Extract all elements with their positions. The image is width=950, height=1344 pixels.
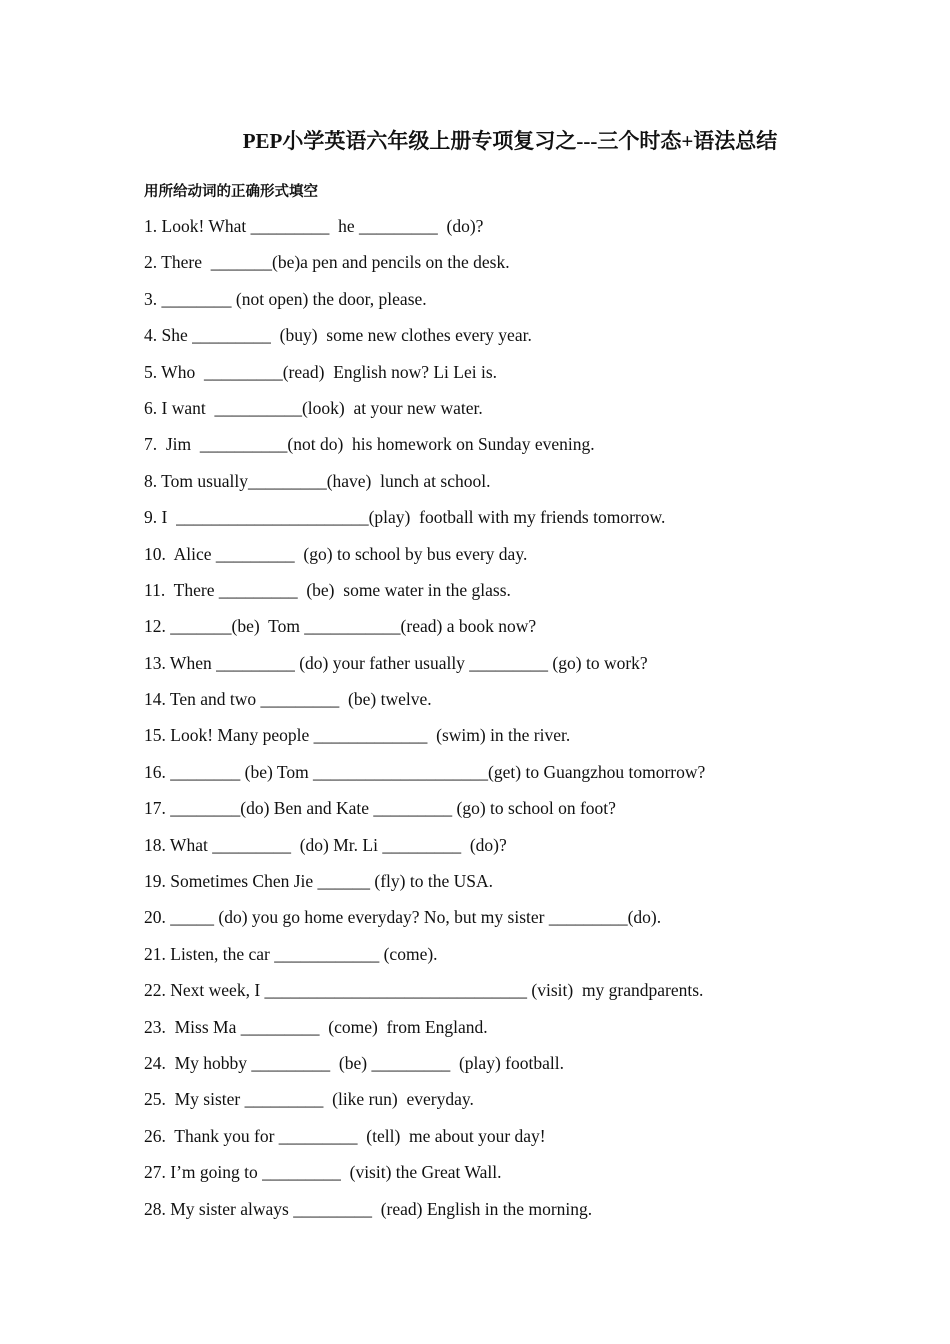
exercise-item-16: 16. ________ (be) Tom ____________________(get) to Guangzhou tomorrow? (144, 761, 706, 782)
exercise-item-18: 18. What _________ (do) Mr. Li _________ (do)? (144, 834, 507, 855)
exercise-list (144, 212, 904, 1231)
exercise-item-24: 24. My hobby _________ (be) _________ (play) football. (144, 1052, 564, 1073)
exercise-instruction: 用所给动词的正确形式填空 (144, 184, 318, 200)
exercise-item-13: 13. When _________ (do) your father usually _________ (go) to work? (144, 652, 648, 673)
page-title: PEP小学英语六年级上册专项复习之---三个时态+语法总结 (242, 129, 778, 153)
exercise-item-19: 19. Sometimes Chen Jie ______ (fly) to the USA. (144, 871, 494, 892)
exercise-item-22: 22. Next week, I ______________________________ (visit) my grandparents. (144, 980, 704, 1001)
exercise-item-11: 11. There _________ (be) some water in the glass. (144, 579, 511, 600)
exercise-item-7: 7. Jim __________(not do) his homework on Sunday evening. (144, 434, 595, 455)
exercise-item-28: 28. My sister always _________ (read) English in the morning. (144, 1198, 593, 1219)
exercise-item-23: 23. Miss Ma _________ (come) from England. (144, 1016, 488, 1037)
exercise-item-10: 10. Alice _________ (go) to school by bus every day. (144, 543, 528, 564)
exercise-item-9: 9. I ______________________(play) football with my friends tomorrow. (144, 507, 666, 528)
exercise-item-1: 1. Look! What _________ he _________ (do)? (144, 216, 484, 236)
exercise-item-3: 3. ________ (not open) the door, please. (144, 288, 427, 309)
exercise-item-5: 5. Who _________(read) English now? Li Lei is. (144, 361, 498, 382)
exercise-item-25: 25. My sister _________ (like run) everyday. (144, 1089, 474, 1110)
exercise-item-14: 14. Ten and two _________ (be) twelve. (144, 689, 432, 710)
exercise-item-21: 21. Listen, the car ____________ (come). (144, 943, 438, 964)
exercise-item-17: 17. ________(do) Ben and Kate _________ (go) to school on foot? (144, 798, 616, 819)
exercise-item-4: 4. She _________ (buy) some new clothes every year. (144, 325, 532, 346)
exercise-item-20: 20. _____ (do) you go home everyday? No, but my sister _________(do). (144, 907, 662, 928)
exercise-item-8: 8. Tom usually_________(have) lunch at school. (144, 470, 491, 491)
exercise-item-27: 27. I’m going to _________ (visit) the Great Wall. (144, 1162, 502, 1183)
exercise-item-12: 12. _______(be) Tom ___________(read) a book now? (144, 616, 537, 637)
exercise-item-2: 2. There _______(be)a pen and pencils on the desk. (144, 252, 510, 273)
exercise-item-6: 6. I want __________(look) at your new water. (144, 397, 483, 418)
exercise-item-26: 26. Thank you for _________ (tell) me about your day! (144, 1125, 546, 1146)
exercise-item-15: 15. Look! Many people _____________ (swim) in the river. (144, 725, 571, 746)
